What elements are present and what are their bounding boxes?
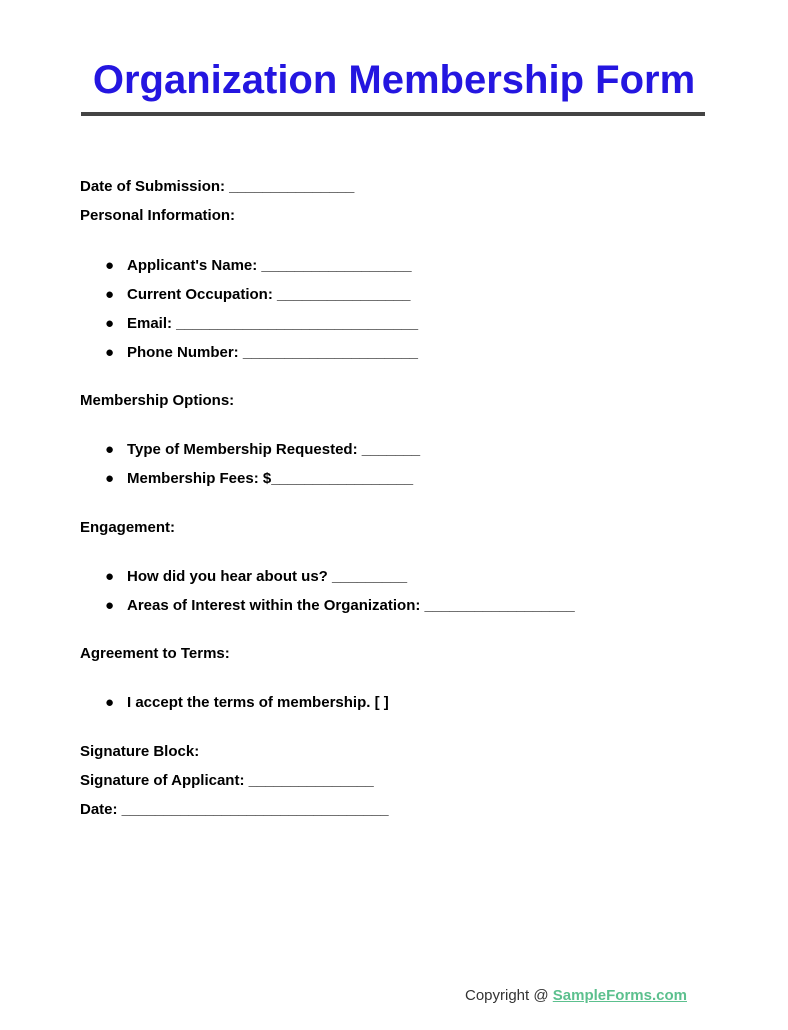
- copyright-text: Copyright @: [465, 987, 553, 1004]
- bullet-icon: ●: [105, 315, 115, 332]
- email-field: Email: _____________________________: [127, 315, 419, 332]
- list-item: [105, 596, 575, 616]
- title-divider: [81, 112, 705, 116]
- list-item: [105, 693, 389, 713]
- date-of-submission-field: Date of Submission: _______________: [80, 178, 355, 195]
- agreement-heading: Agreement to Terms:: [80, 645, 230, 662]
- engagement-heading: Engagement:: [80, 519, 176, 536]
- bullet-icon: ●: [105, 257, 115, 274]
- accept-terms-field: I accept the terms of membership. [ ]: [127, 694, 389, 711]
- membership-type-field: Type of Membership Requested: _______: [127, 441, 421, 458]
- bullet-icon: ●: [105, 597, 115, 614]
- copyright-footer: [465, 986, 687, 1006]
- bullet-icon: ●: [105, 470, 115, 487]
- applicant-name-field: Applicant's Name: __________________: [127, 257, 412, 274]
- bullet-icon: ●: [105, 286, 115, 303]
- page-title: Organization Membership Form: [92, 58, 696, 102]
- bullet-icon: ●: [105, 441, 115, 458]
- signature-block-heading: Signature Block:: [80, 743, 200, 760]
- sampleforms-link[interactable]: SampleForms.com: [552, 987, 687, 1004]
- phone-number-field: Phone Number: _____________________: [127, 344, 419, 361]
- signature-date-field: Date: ________________________________: [80, 801, 389, 818]
- current-occupation-field: Current Occupation: ________________: [127, 286, 411, 303]
- membership-fees-field: Membership Fees: $_________________: [127, 470, 414, 487]
- list-item: [105, 343, 418, 363]
- referral-source-field: How did you hear about us? _________: [127, 568, 408, 585]
- applicant-signature-field: Signature of Applicant: _______________: [80, 772, 374, 789]
- membership-options-heading: Membership Options:: [80, 392, 235, 409]
- list-item: [105, 256, 412, 276]
- list-item: [105, 285, 410, 305]
- bullet-icon: ●: [105, 694, 115, 711]
- list-item: [105, 440, 420, 460]
- bullet-icon: ●: [105, 344, 115, 361]
- areas-of-interest-field: Areas of Interest within the Organization: __________________: [127, 597, 575, 614]
- list-item: [105, 567, 407, 587]
- list-item: [105, 469, 413, 489]
- bullet-icon: ●: [105, 568, 115, 585]
- list-item: [105, 314, 418, 334]
- personal-info-heading: Personal Information:: [80, 207, 236, 224]
